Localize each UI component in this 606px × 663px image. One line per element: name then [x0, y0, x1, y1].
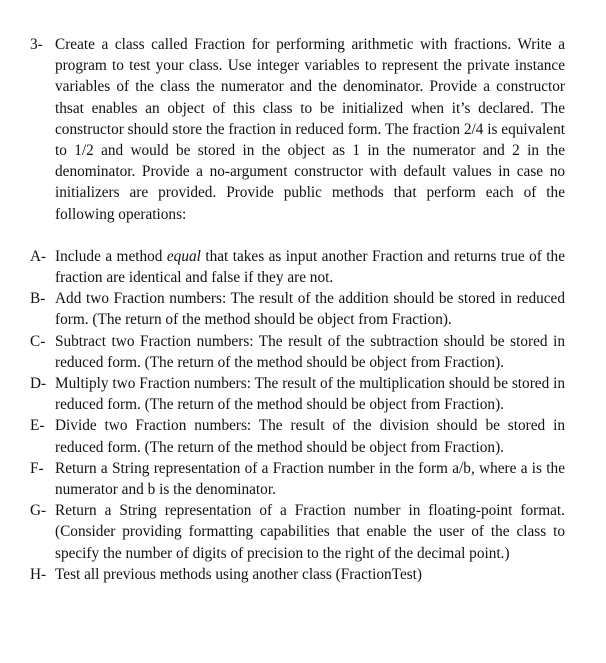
- operation-text: [55, 246, 565, 288]
- operation-text-part: Include a method: [55, 247, 167, 265]
- document-page: [0, 34, 606, 585]
- operation-letter: A-: [30, 247, 47, 265]
- method-name-emphasis: equal: [166, 247, 201, 265]
- operation-letter: C-: [30, 332, 46, 350]
- operation-item-a: [0, 246, 606, 288]
- operation-letter: H-: [30, 565, 47, 583]
- operation-item-f: [0, 458, 606, 500]
- operation-letter: D-: [30, 375, 47, 393]
- operation-item-g: [0, 500, 606, 564]
- question-text: Create a class called Fraction for performing arithmetic with fractions. Write a program to test your class. Use integer variables to represent the private instance variables of the class the numerator and the denominator. Provide a constructor thsat enables an object of this class to be initialized when it’s declared. The constructor should store the fraction in reduced form. The fraction 2/4 is equivalent to 1/2 and would be stored in the object as 1 in the numerator and 2 in the denominator. Provide a no-argument constructor with default values in case no initializers are provided. Provide public methods that perform each of the following operations:: [55, 36, 565, 223]
- operation-item-b: [0, 288, 606, 330]
- operation-item-h: [0, 564, 606, 585]
- question-paragraph: [0, 34, 606, 225]
- operation-item-c: [0, 331, 606, 373]
- operation-letter: E-: [30, 417, 45, 435]
- operation-letter: F-: [30, 459, 44, 477]
- operation-text-part: that takes as input another Fraction and returns true of the fraction are identical and false if they are not.: [55, 247, 565, 287]
- operation-letter: B-: [30, 290, 46, 308]
- operation-text: Multiply two Fraction numbers: The result of the multiplication should be stored in reduced form. (The return of the method should be object from Fraction).: [55, 375, 565, 414]
- operation-text: Test all previous methods using another class (FractionTest): [55, 565, 423, 583]
- question-number: 3-: [30, 36, 43, 53]
- operation-item-e: [0, 415, 606, 457]
- operation-text: Add two Fraction numbers: The result of the addition should be stored in reduced form. (The return of the method should be object from Fraction).: [55, 290, 565, 329]
- operation-text: Return a String representation of a Fraction number in floating-point format. (Consider providing formatting capabilities that enable the user of the class to specify the number of digits of precision to the right of the decimal point.): [55, 502, 565, 562]
- operation-item-d: [0, 373, 606, 415]
- operation-text: Return a String representation of a Fraction number in the form a/b, where a is the numerator and b is the denominator.: [55, 459, 565, 499]
- operation-text: Subtract two Fraction numbers: The result of the subtraction should be stored in reduced form. (The return of the method should be object from Fraction).: [55, 332, 565, 371]
- operation-letter: G-: [30, 502, 47, 520]
- operation-text: Divide two Fraction numbers: The result of the division should be stored in reduced form. (The return of the method should be object from Fraction).: [55, 417, 565, 456]
